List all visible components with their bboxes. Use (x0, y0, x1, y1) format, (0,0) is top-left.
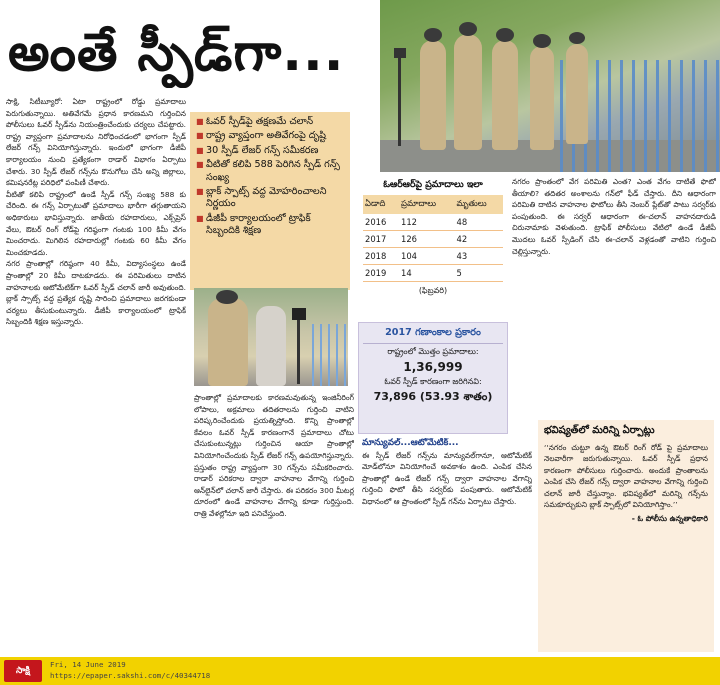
footer-bar (0, 657, 720, 685)
stats-label-overspeed: ఓవర్‌ స్పీడ్‌ కారణంగా జరిగినవి: (384, 377, 482, 386)
photo-officer-speed-gun (194, 288, 348, 386)
future-measures-box (538, 420, 714, 652)
stats-value-overspeed: 73,896 (53.93 శాతం) (373, 390, 493, 403)
table-cell: 5 (454, 265, 503, 282)
table-cell: 42 (454, 231, 503, 248)
table-cell: 48 (454, 214, 503, 231)
article-paragraph-2: వీటితో కలిపి రాష్ట్రంలో ఉండే స్పీడ్‌ గన్స్‌ సంఖ్య 588 కు చేరింది. ఈ గన్స్‌ ఏర్పాటుతో ప్రమాదాలు భారీగా తగ్గుతాయని అధికారులు భావిస్తున్నారు. జాతీయ రహదారులు, ఎక్స్‌ప్రెస్‌ వేలు, ఔటర్‌ రింగ్‌ రోడ్‌పై గరిష్ఠంగా గంటకు 100 కిమీ వేగం మించరాదు. మిగిలిన రహదారుల్లో గంటకు 60 కిమీ వేగం మించకూడదు. (6, 189, 186, 257)
stats-value-total: 1,36,999 (403, 360, 463, 374)
table-cell: 2016 (363, 214, 399, 231)
stats-2017-box (358, 322, 508, 434)
highlight-item: ■ 30 స్పీడ్‌ లేజర్‌ గన్స్‌ సమీకరణ (196, 145, 344, 157)
subheading: మాన్యువల్‌...ఆటోమేటిక్‌... (362, 438, 459, 448)
right-paragraph: నగరం ప్రాంతంలో వేగ పరిమితి ఎంత? ఎంత వేగం దాటితే ఫొటో తీయాలి? తదితర అంశాలను గన్‌లో ఫీడ్‌ చేస్తారు. దీని ఆధారంగా పరిమితి దాటిన వాహనాల ఫొటోలు తీసి నెంబర్‌ ప్లేట్‌తో పాటు సర్వర్‌కు పంపుతుంది. ఈ సర్వర్‌ ఆధారంగా ఈ-చలాన్‌ వాహనదారుడి చిరునామాకు వెళుతుంది. ట్రాఫిక్‌ పోలీసులు వేటిలో ఉండే డీజీపీ మొదలు ఓవర్‌ స్పీడింగ్‌ చేసి ఈ-చలాన్‌ వెళ్లడంతో వాటిని గుర్తించి చెల్లిస్తున్నారు. (512, 177, 716, 256)
table-row (363, 265, 503, 282)
table-cell: 2018 (363, 248, 399, 265)
footer-date: Fri, 14 June 2019 (50, 660, 126, 669)
center-article-column (362, 438, 532, 654)
table-row (363, 231, 503, 248)
right-article-column (512, 176, 716, 416)
highlights-box (190, 112, 350, 290)
table-cell: 112 (399, 214, 455, 231)
mid-paragraph: ప్రాంతాల్లో ప్రమాదాలకు కారణమవుతున్న ఇంజినీరింగ్‌ లోపాలు, అక్రమాలు తదితరాలను గుర్తించి వాటిని పరిష్కరించేందుకు ప్రయత్నిస్తోంది. కొన్ని ప్రాంతాల్లో కేవలం ఓవర్‌ స్పీడ్‌ కారణంగానే ప్రమాదాలు చోటు చేసుకుంటున్నట్లు గుర్తించిన ఆయా ప్రాంతాల్లో వినియోగించేందుకు స్పీడ్‌ లేజర్‌ గన్స్‌ ఉపయోగిస్తున్నారు. ప్రస్తుతం రాష్ట్ర వ్యాప్తంగా 30 గన్స్‌ను సమీకరించారు. రాడార్‌ పరికరాల ద్వారా వాహనాల వేగాన్ని గుర్తించి ఆన్‌లైన్‌లో చలాన్‌ జారీ చేస్తారు. ఈ పరికరం 300 మీటర్ల దూరంలో ఉండే వాహనాల వేగాన్ని కూడా గుర్తిస్తుంది. రాత్రి వేళల్లోనూ ఇది పనిచేస్తుంది. (194, 393, 354, 518)
photo-police-speed-gun (380, 0, 720, 172)
table-header: మృతులు (454, 195, 503, 214)
table-cell: 126 (399, 231, 455, 248)
table-row (363, 214, 503, 231)
footer-url[interactable]: https://epaper.sakshi.com/c/40344718 (50, 671, 211, 680)
table-header: ఏడాది (363, 195, 399, 214)
main-article-column (6, 96, 186, 654)
future-quote: ‘‘నగరం చుట్టూ ఉన్న ఔటర్‌ రింగ్‌ రోడ్‌ పై ప్రమాదాలు నెలవారీగా జరుగుతున్నాయి. ఓవర్‌ స్పీడ్‌ ప్రధాన కారణంగా పోలీసులు గుర్తించారు. అందుకే ప్రాంతాలను ఎంపిక చేసి లేజర్‌ గన్స్‌ ద్వారా వాహనాల వేగాన్ని గుర్తించి చలాన్‌ జారీ చేస్తున్నాం. భవిష్యత్‌లో మరిన్ని గన్స్‌ను సమకూర్చుకుని బ్లాక్‌ స్పాట్స్‌లో వినియోగిస్తాం.’’ (544, 443, 708, 510)
future-signature: - ఓ పోలీసు ఉన్నతాధికారి (631, 514, 708, 524)
highlight-item: ■ వీటితో కలిపి 588 పెరిగిన స్పీడ్‌ గన్స్‌ సంఖ్య (196, 159, 344, 184)
table-header: ప్రమాదాలు (399, 195, 455, 214)
article-paragraph-3: నగర ప్రాంతాల్లో గరిష్ఠంగా 40 కిమీ, విద్యాసంస్థలు ఉండే ప్రాంతాల్లో 20 కిమీ దాటకూడదు. ఈ పరిమితులు దాటిన వాహనాలకు ఆటోమేటిక్‌గా ఓవర్‌ స్పీడ్‌ చలాన్‌ జారీ అవుతుంది. బ్లాక్‌ స్పాట్స్‌ వద్ద ప్రత్యేక దృష్టి సారించి ప్రమాదాలు జరగకుండా చర్యలు తీసుకుంటున్నారు. డీజీపీ కార్యాలయంలో ట్రాఫిక్‌ సిబ్బందికి శిక్షణ ఇస్తున్నారు. (6, 259, 186, 327)
table-cell: 104 (399, 248, 455, 265)
table-cell: 43 (454, 248, 503, 265)
article-paragraph-1: సాక్షి, సిటీబ్యూరో: ఏటా రాష్ట్రంలో రోడ్డు ప్రమాదాలు పెరుగుతున్నాయి. అతివేగమే ప్రధాన కారణమని గుర్తించిన పోలీసులు ఓవర్‌ స్పీడ్‌ను నియంత్రించేందుకు చర్యలు చేపట్టారు. రాష్ట్ర వ్యాప్తంగా ప్రమాదాలను నిరోధించడంలో భాగంగా స్పీడ్‌ లేజర్‌ గన్స్‌ వినియోగిస్తున్నారు. ఇందులో భాగంగా డీజీపీ కార్యాలయం నుంచి ప్రత్యేకంగా రాడార్‌ విభాగం ఏర్పాటు చేశారు. 30 స్పీడ్‌ లేజర్‌ గన్స్‌ను కొనుగోలు చేసి అన్ని జిల్లాలు, కమిషనరేట్ల పరిధిలో పంపిణీ చేశారు. (6, 97, 186, 188)
highlight-item: ■ డీజీపీ కార్యాలయంలో ట్రాఫిక్‌ సిబ్బందికి శిక్షణ (196, 213, 344, 238)
table-note: (ఫిబ్రవరి) (418, 286, 448, 295)
table-cell: 14 (399, 265, 455, 282)
headline: అంతే స్పీడ్‌గా... (8, 23, 345, 83)
table-cell: 2019 (363, 265, 399, 282)
table-row (363, 248, 503, 265)
highlight-item: ■ బ్లాక్‌ స్పాట్స్‌ వద్ద మోహరించాలని నిర్ణయం (196, 186, 344, 211)
stats-title: 2017 గణాంకాల ప్రకారం (363, 327, 503, 344)
stats-label-total: రాష్ట్రంలో మొత్తం ప్రమాదాలు: (387, 347, 479, 356)
table-title: ఓఆర్‌ఆర్‌పై ప్రమాదాలు ఇలా (383, 179, 483, 190)
highlight-item: ■ రాష్ట్ర వ్యాప్తంగా అతివేగంపై దృష్టి (196, 130, 344, 142)
table-cell: 2017 (363, 231, 399, 248)
center-paragraph: ఈ స్పీడ్‌ లేజర్‌ గన్స్‌ను మాన్యువల్‌గానూ, ఆటోమేటిక్‌ మోడ్‌లోనూ వినియోగించే అవకాశం ఉంది. ఎంపిక చేసిన ప్రాంతాల్లో ఉండే లేజర్‌ గన్స్‌ ద్వారా వాహనాల వేగాన్ని గుర్తించి ఫొటో తీసి సర్వర్‌కు పంపుతారు. ఆటోమేటిక్‌ విధానంలో ఆ ప్రాంతంలో స్పీడ్‌ గన్‌ను ఏర్పాటు చేస్తారు. (362, 450, 532, 506)
future-title: భవిష్యత్‌లో మరిన్ని ఏర్పాట్లు (544, 425, 655, 436)
highlight-item: ■ ఓవర్‌ స్పీడ్‌పై తక్షణమే చలాన్‌ (196, 116, 344, 128)
orr-accident-table (358, 176, 508, 316)
sakshi-logo: సాక్షి (4, 660, 42, 682)
mid-article-column (194, 392, 354, 654)
